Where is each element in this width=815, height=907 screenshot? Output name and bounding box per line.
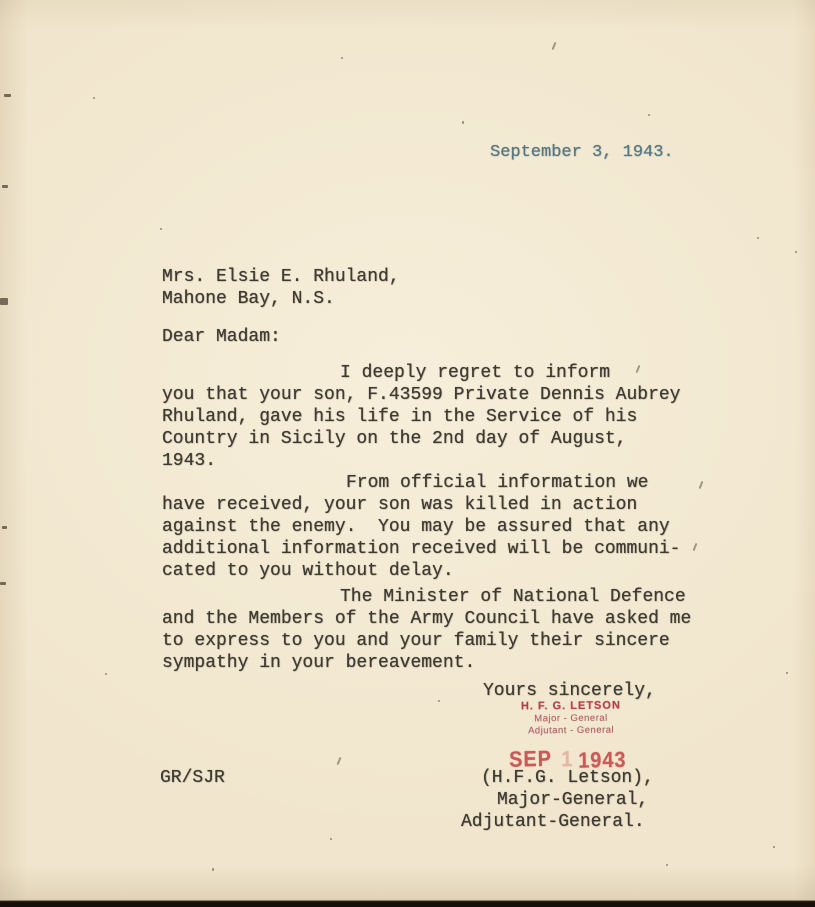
paper-mark <box>693 543 698 551</box>
paper-speck <box>795 251 797 253</box>
body-line: against the enemy. You may be assured that any <box>162 517 670 537</box>
paper-mark <box>337 757 342 765</box>
body-line: to express to you and your family their sincere <box>162 631 670 651</box>
stamp-name-line: H. F. G. LETSON <box>520 699 621 713</box>
stamp-title-line: Adjutant - General <box>528 724 615 737</box>
paper-speck <box>160 228 162 230</box>
edge-mark <box>0 582 6 585</box>
date-line: September 3, 1943. <box>490 143 674 162</box>
stamp-month: SEP <box>508 746 553 772</box>
paper-mark <box>552 42 557 50</box>
paper-speck <box>341 57 343 59</box>
body-paragraph-3 <box>162 586 691 674</box>
paper-speck <box>786 672 788 674</box>
signature-title-line: Adjutant-General. <box>461 812 645 832</box>
signatory-name-stamp <box>502 699 640 736</box>
paper-speck <box>666 864 668 866</box>
body-line: sympathy in your bereavement. <box>162 653 476 673</box>
body-line: have received, your son was killed in action <box>162 495 638 515</box>
stamp-day: 1 <box>561 747 574 772</box>
paper-speck <box>105 673 107 675</box>
bottom-scan-edge <box>0 898 815 907</box>
stamp-year: 1943 <box>578 747 627 774</box>
edge-mark <box>4 94 11 97</box>
body-line: 1943. <box>162 451 217 471</box>
recipient-city-line: Mahone Bay, N.S. <box>162 289 335 309</box>
recipient-name-line: Mrs. Elsie E. Rhuland, <box>162 267 400 287</box>
body-paragraph-2 <box>162 472 680 582</box>
edge-mark <box>2 185 8 188</box>
body-line: and the Members of the Army Council have asked me <box>162 609 692 629</box>
body-paragraph-1 <box>162 362 680 472</box>
stamp-rank-line: Major - General <box>534 712 608 725</box>
salutation: Dear Madam: <box>162 327 281 347</box>
paper-speck <box>438 700 440 702</box>
recipient-address <box>162 266 400 310</box>
body-line: you that your son, F.43599 Private Dennis Aubrey <box>162 385 681 405</box>
paper-speck <box>757 237 759 239</box>
body-line: From official information we <box>346 473 649 493</box>
paper-mark <box>699 481 704 489</box>
signature-name-line: (H.F.G. Letson), <box>481 768 654 788</box>
signature-rank-line: Major-General, <box>497 790 649 810</box>
body-line: Rhuland, gave his life in the Service of his <box>162 407 638 427</box>
paper-speck <box>648 114 650 116</box>
typist-initials: GR/SJR <box>160 768 225 788</box>
edge-mark <box>0 298 8 305</box>
paper-speck <box>330 838 332 840</box>
body-line: additional information received will be communi- <box>162 539 681 559</box>
paper-speck <box>773 846 775 848</box>
paper-speck <box>93 97 95 99</box>
body-line: The Minister of National Defence <box>340 587 686 607</box>
edge-mark <box>2 526 7 529</box>
body-line: I deeply regret to inform <box>340 363 611 383</box>
body-line: cated to you without delay. <box>162 561 454 581</box>
closing: Yours sincerely, <box>483 681 656 701</box>
paper-speck <box>212 868 214 871</box>
paper-speck <box>462 121 464 124</box>
body-line: Country in Sicily on the 2nd day of August, <box>162 429 627 449</box>
